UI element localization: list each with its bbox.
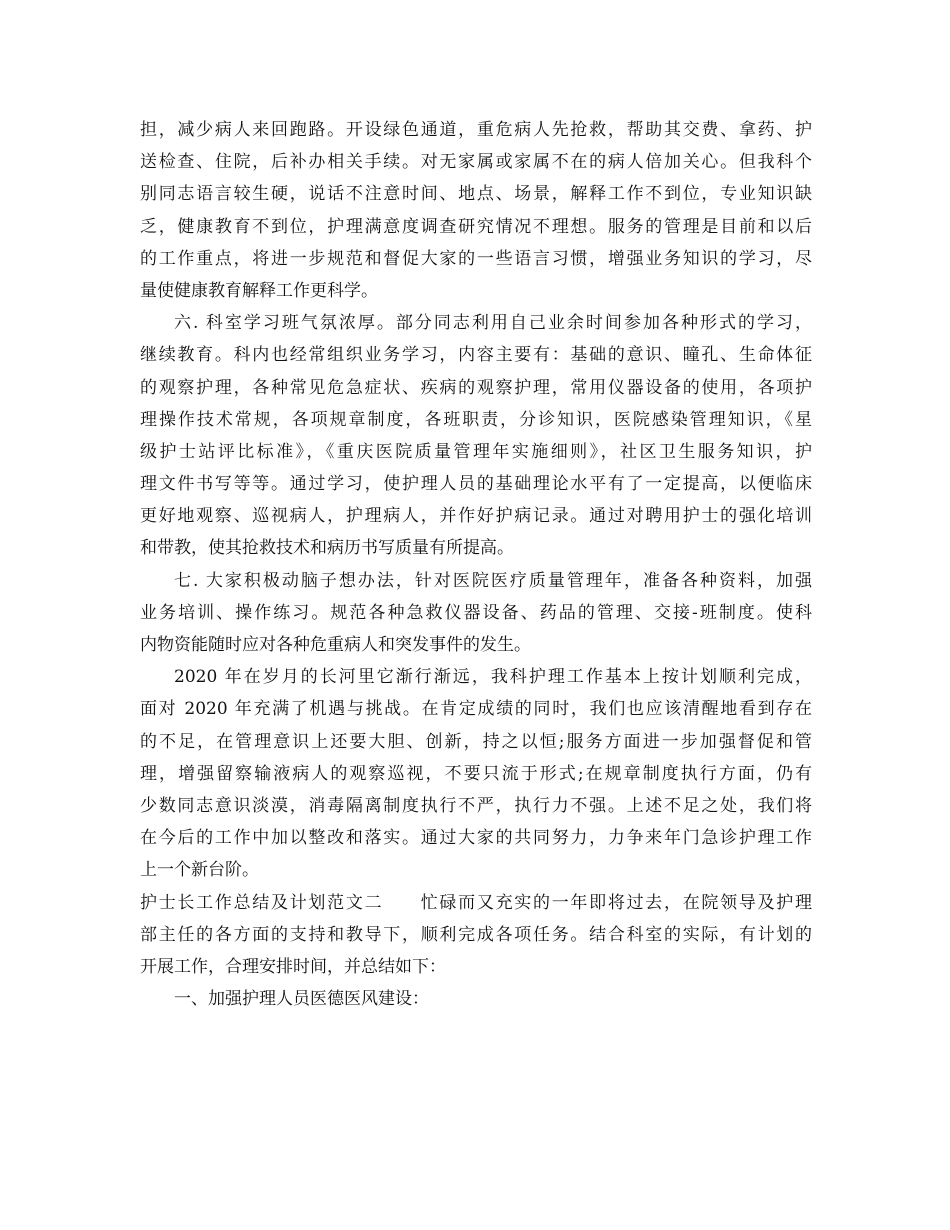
text-line: 送检查、住院，后补办相关手续。对无家属或家属不在的病人倍加关心。但我科个 [140, 152, 812, 173]
text-line: 和带教，使其抢救技术和病历书写质量有所提高。 [140, 538, 514, 559]
text-line: 上一个新台阶。 [140, 860, 259, 881]
text-line: 在今后的工作中加以整改和落实。通过大家的共同努力，力争来年门急诊护理工作 [140, 828, 812, 849]
text-line: 部主任的各方面的支持和教导下，顺利完成各项任务。结合科室的实际，有计划的 [140, 924, 812, 945]
text-line: 的观察护理，各种常见危急症状、疾病的观察护理，常用仪器设备的使用，各项护 [140, 377, 812, 398]
text-line: 内物资能随时应对各种危重病人和突发事件的发生。 [140, 635, 531, 655]
text-line: 更好地观察、巡视病人，护理病人，并作好护病记录。通过对聘用护士的强化培训 [140, 506, 812, 527]
text-line: 理文件书写等等。通过学习，使护理人员的基础理论水平有了一定提高，以便临床 [140, 474, 812, 495]
text-line: 量使健康教育解释工作更科学。 [140, 280, 378, 301]
text-line: 开展工作，合理安排时间，并总结如下： [140, 956, 446, 977]
text-line: 六. 科室学习班气氛浓厚。部分同志利用自己业余时间参加各种形式的学习， [174, 313, 812, 334]
text-line: 2020 年在岁月的长河里它渐行渐远，我科护理工作基本上按计划顺利完成， [174, 667, 812, 688]
text-line: 七. 大家积极动脑子想办法，针对医院医疗质量管理年，准备各种资料，加强 [174, 570, 812, 591]
text-line: 担，减少病人来回跑路。开设绿色通道，重危病人先抢救，帮助其交费、拿药、护 [140, 120, 812, 140]
text-line: 的工作重点，将进一步规范和督促大家的一些语言习惯，增强业务知识的学习，尽 [140, 248, 812, 269]
text-line: 的不足，在管理意识上还要大胆、创新，持之以恒;服务方面进一步加强督促和管 [140, 731, 812, 752]
text-line: 业务培训、操作练习。规范各种急救仪器设备、药品的管理、交接-班制度。使科 [140, 602, 812, 623]
text-line: 别同志语言较生硬，说话不注意时间、地点、场景，解释工作不到位，专业知识缺 [140, 184, 812, 205]
text-line: 乏，健康教育不到位，护理满意度调查研究情况不理想。服务的管理是目前和以后 [140, 216, 812, 237]
text-line: 少数同志意识淡漠，消毒隔离制度执行不严，执行力不强。上述不足之处，我们将 [140, 795, 812, 816]
text-line: 理，增强留察输液病人的观察巡视，不要只流于形式;在规章制度执行方面，仍有 [140, 763, 812, 784]
text-line: 理操作技术常规，各项规章制度，各班职责，分诊知识，医院感染管理知识，《星 [140, 409, 812, 430]
text-line: 继续教育。科内也经常组织业务学习，内容主要有：基础的意识、瞳孔、生命体征 [140, 345, 812, 366]
text-line: 护士长工作总结及计划范文二 忙碌而又充实的一年即将过去，在院领导及护理 [140, 892, 812, 913]
text-line: 级护士站评比标准》，《重庆医院质量管理年实施细则》，社区卫生服务知识，护 [140, 441, 812, 462]
text-line: 面对 2020 年充满了机遇与挑战。在肯定成绩的同时，我们也应该清醒地看到存在 [140, 699, 812, 720]
document-body [140, 114, 812, 1015]
text-line: 一、加强护理人员医德医风建设： [174, 989, 429, 1010]
